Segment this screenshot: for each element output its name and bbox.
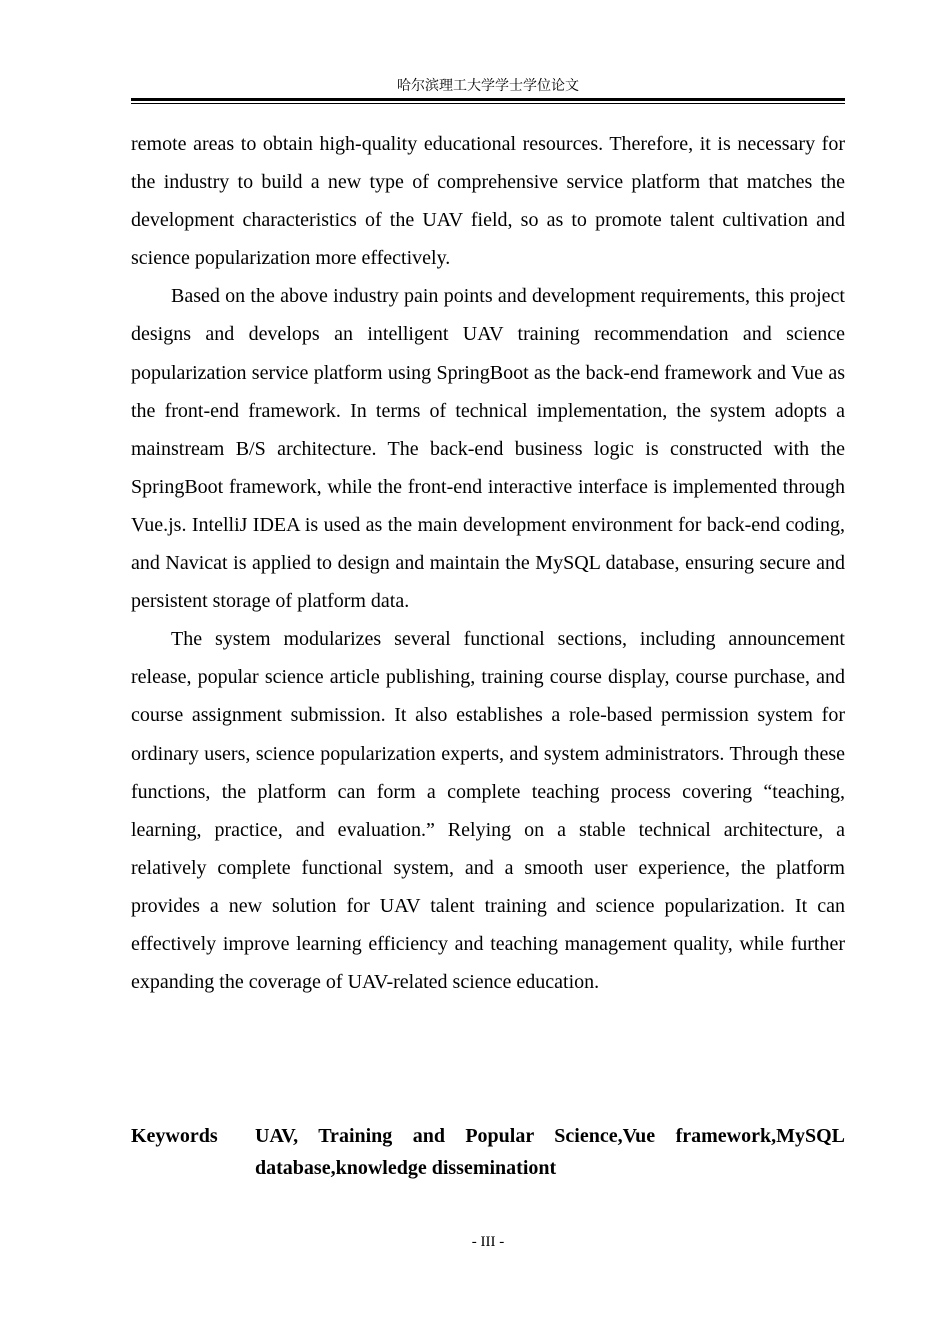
- running-header: 哈尔滨理工大学学士学位论文: [397, 78, 579, 94]
- paragraph-2: Based on the above industry pain points and development requirements, this project designs and develops an intelligent UAV training recommendation and science popularization service platform using SpringBoot as the back-end framework and Vue as the front-end framework. In terms of technical implementation, the system adopts a mainstream B/S architecture. The back-end business logic is constructed with the SpringBoot framework, while the front-end interactive interface is implemented through Vue.js. IntelliJ IDEA is used as the main development environment for back-end coding, and Navicat is applied to design and maintain the MySQL database, ensuring secure and persistent storage of platform data.: [131, 285, 845, 613]
- paragraph-1: remote areas to obtain high-quality educational resources. Therefore, it is necessary for the industry to build a new type of comprehensive service platform that matches the development characteristics of the UAV field, so as to promote talent cultivation and science popularization more effectively.: [131, 133, 845, 270]
- keywords-block: [131, 1120, 845, 1184]
- keywords-text: UAV, Training and Popular Science,Vue framework,MySQL database,knowledge disseminationt: [255, 1125, 845, 1179]
- page-number: - III -: [471, 1234, 505, 1250]
- header-rule-thick: [131, 98, 845, 101]
- keywords-label: Keywords: [131, 1125, 218, 1147]
- header-rule-thin: [131, 103, 845, 104]
- abstract-body: [131, 125, 845, 1001]
- paragraph-3: The system modularizes several functional sections, including announcement release, popular science article publishing, training course display, course purchase, and course assignment submission. It also establishes a role-based permission system for ordinary users, science popularization experts, and system administrators. Through these functions, the platform can form a complete teaching process covering “teaching, learning, practice, and evaluation.” Relying on a stable technical architecture, a relatively complete functional system, and a smooth user experience, the platform provides a new solution for UAV talent training and science popularization. It can effectively improve learning efficiency and teaching management quality, while further expanding the coverage of UAV-related science education.: [131, 628, 845, 994]
